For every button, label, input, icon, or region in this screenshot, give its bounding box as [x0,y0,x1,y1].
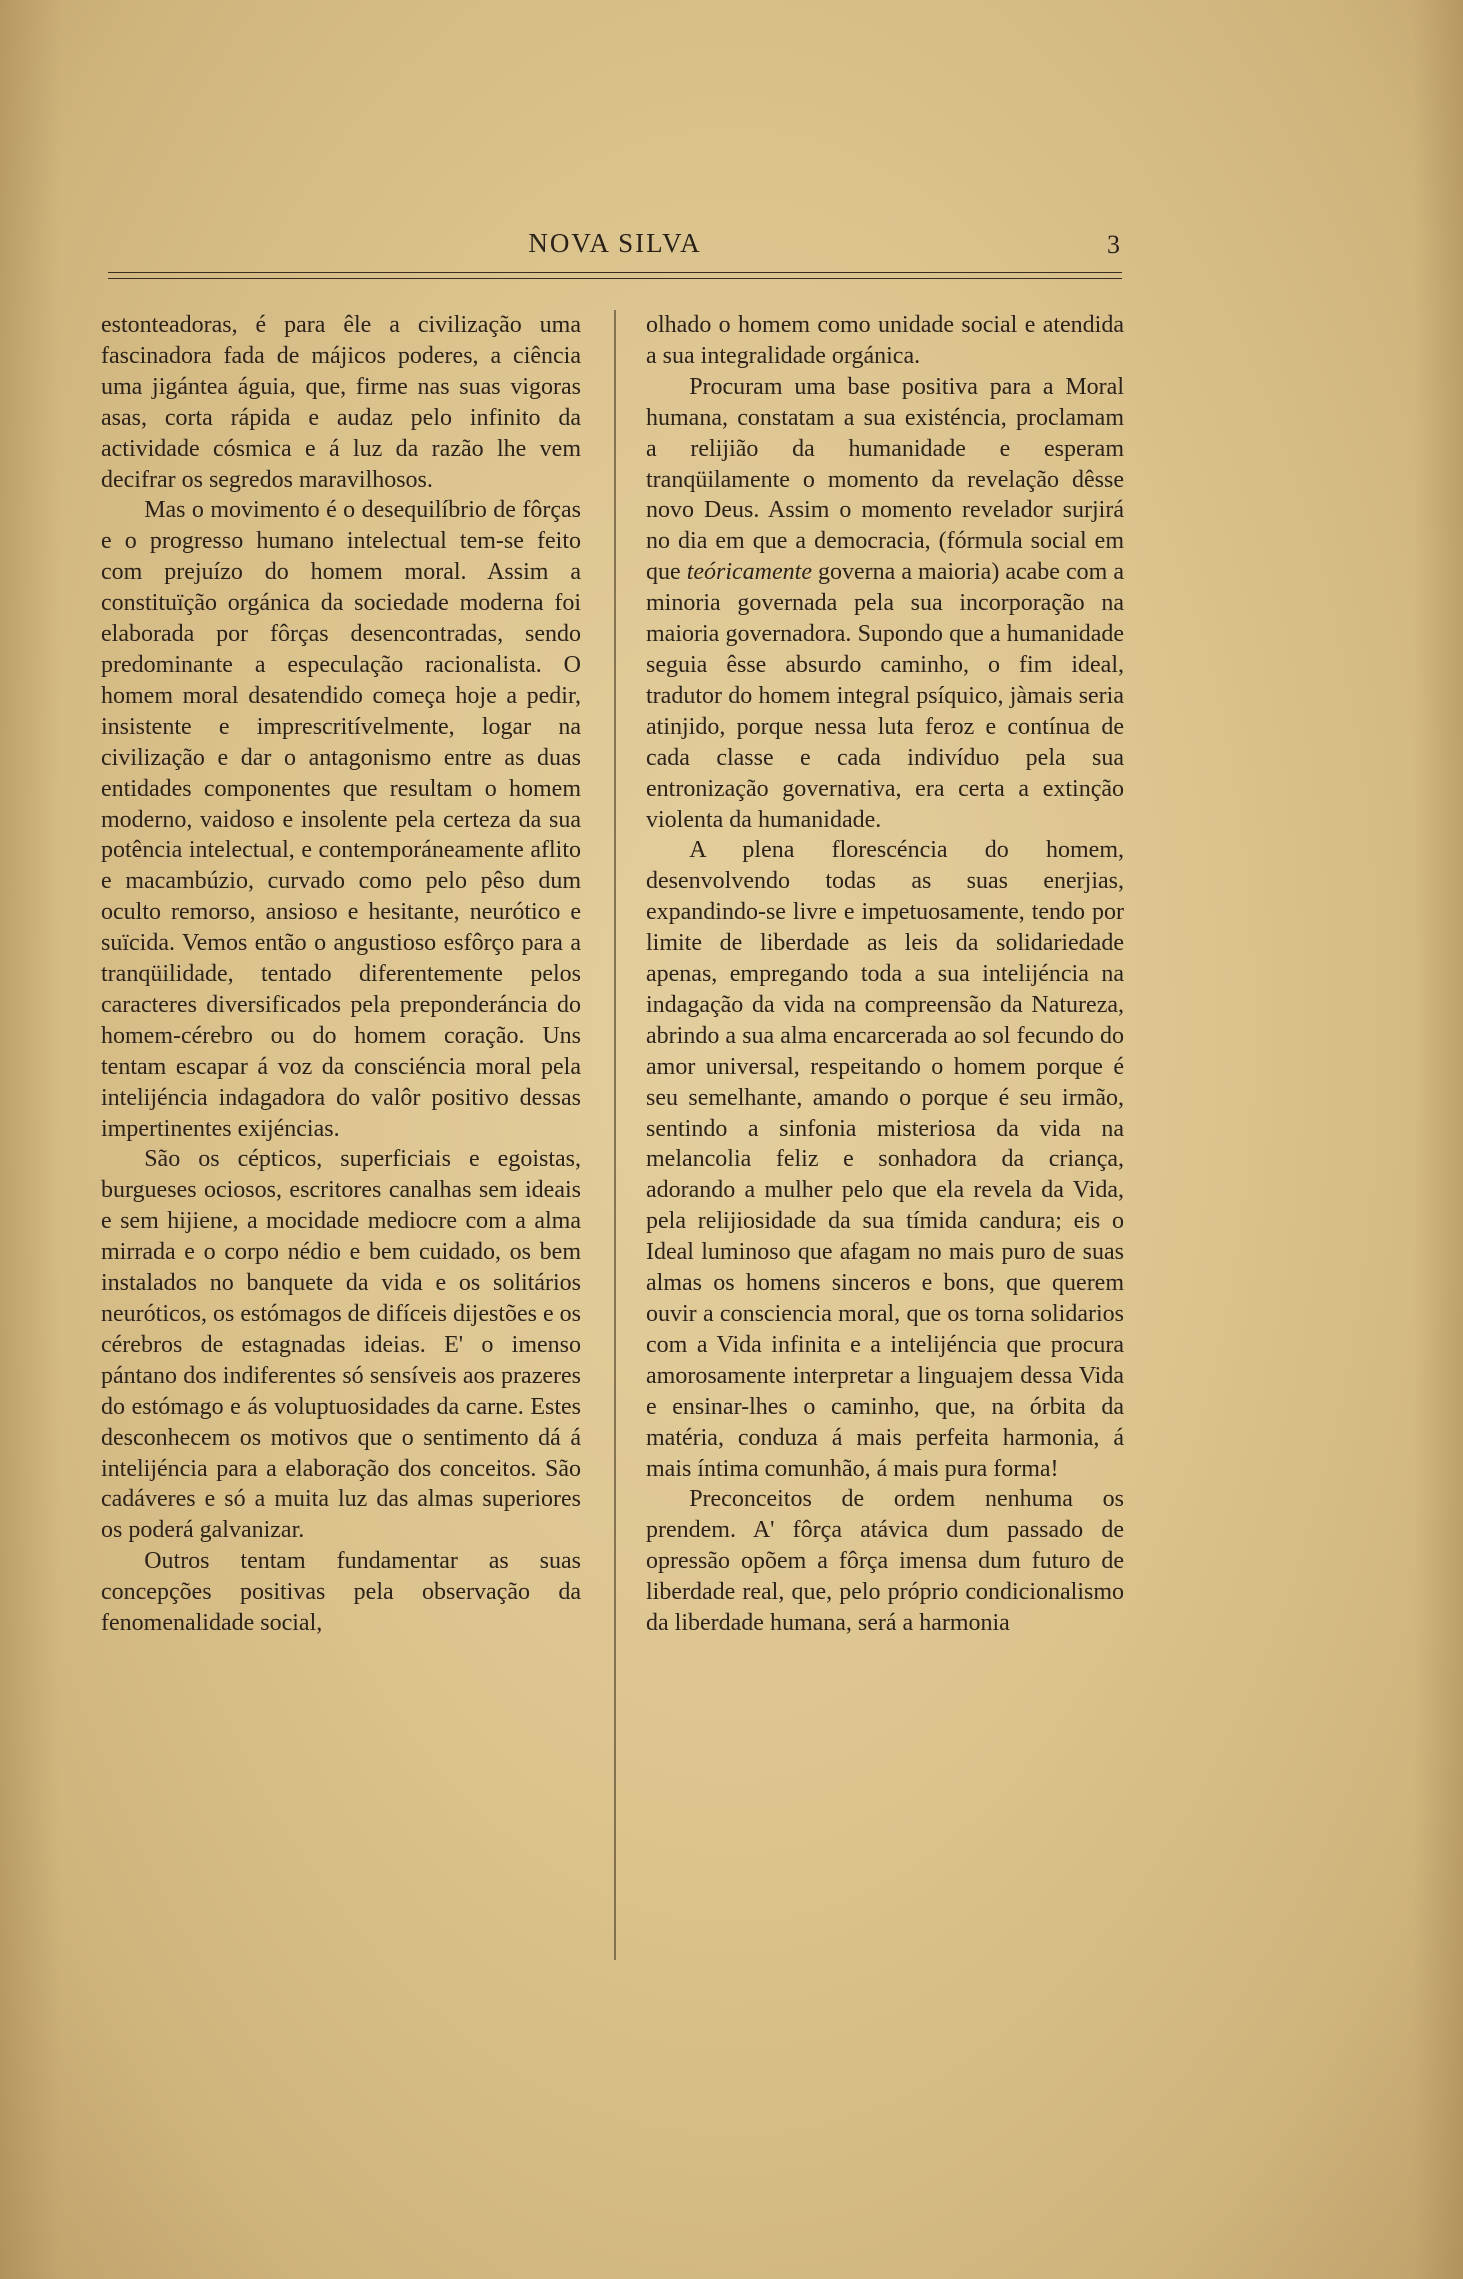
paragraph-text: Procuram uma base positiva para a Moral humana, constatam a sua existéncia, proclamam a relijião da humanidade e esperam tranqüilamente o momento da revelação dêsse novo Deus. Assim o momento revelador surjirá no dia em que a democracia, (fórmula social em que [646,373,1124,586]
right-column [646,310,1124,1639]
column-divider [614,310,616,1960]
paragraph: Preconceitos de ordem nenhuma os prendem. A' fôrça atávica dum passado de opressão opõem a fôrça imensa dum futuro de liberdade real, que, pelo próprio condicionalismo da liberdade humana, será a harmonia [646,1486,1124,1637]
page-number: 3 [1107,230,1120,259]
paragraph: olhado o homem como unidade social e atendida a sua integralidade orgánica. [646,312,1124,369]
publication-title: NOVA SILVA [528,228,702,258]
paragraph [646,372,1124,836]
paragraph: Outros tentam fundamentar as suas concepções positivas pela observação da fenomenalidade social, [101,1548,581,1637]
page-header [110,228,1120,268]
left-column [101,310,581,1639]
paragraph: São os cépticos, superficiais e egoistas, burgueses ociosos, escritores canalhas sem ideais e sem hijiene, a mocidade mediocre com a alma mirrada e o corpo nédio e bem cuidado, os bem instalados no banquete da vida e os solitários neuróticos, os estómagos de difíceis dijestões e os cérebros de estagnadas ideias. E' o imenso pántano dos indiferentes só sensíveis aos prazeres do estómago e ás voluptuosidades da carne. Estes desconhecem os motivos que o sentimento dá á intelijéncia para a elaboração dos conceitos. São cadáveres e só a muita luz das almas superiores os poderá galvanizar. [101,1146,581,1544]
header-double-rule [108,272,1122,279]
paragraph: A plena florescéncia do homem, desenvolvendo todas as suas enerjias, expandindo-se livre e impetuosamente, tendo por limite de liberdade as leis da solidariedade apenas, empregando toda a sua intelijéncia na indagação da vida na compreensão da Natureza, abrindo a sua alma encarcerada ao sol fecundo do amor universal, respeitando o homem porque é seu semelhante, amando o porque é seu irmão, sentindo a sinfonia misteriosa da vida na melancolia feliz e sonhadora da criança, adorando a mulher pelo que ela revela da Vida, pela relijiosidade da sua tímida candura; eis o Ideal luminoso que afagam no mais puro de suas almas os homens sinceros e bons, que querem ouvir a consciencia moral, que os torna solidarios com a Vida infinita e a intelijéncia que procura amorosamente interpretar a linguajem dessa Vida e ensinar-lhes o caminho, que, na órbita da matéria, conduza á mais perfeita harmonia, á mais íntima comunhão, á mais pura forma! [646,837,1124,1482]
paragraph-text: governa a maioria) acabe com a minoria governada pela sua incorporação na maioria governadora. Supondo que a humanidade seguia êsse absurdo caminho, o fim ideal, tradutor do homem integral psíquico, jàmais seria atinjido, porque nessa luta feroz e contínua de cada classe e cada indivíduo pela sua entronização governativa, era certa a extinção violenta da humanidade. [646,559,1124,833]
paragraph: Mas o movimento é o desequilíbrio de fôrças e o progresso humano intelectual tem-se feito com prejuízo do homem moral. Assim a constituïção orgánica da sociedade moderna foi elaborada por fôrças desencontradas, sendo predominante a especulação racionalista. O homem moral desatendido começa hoje a pedir, insistente e imprescritívelmente, logar na civilização e dar o antagonismo entre as duas entidades componentes que resultam o homem moderno, vaidoso e insolente pela certeza da sua potência intelectual, e contemporáneamente aflito e macambúzio, curvado como pelo pêso dum oculto remorso, ansioso e hesitante, neurótico e suïcida. Vemos então o angustioso esfôrço para a tranqüilidade, tentado diferentemente pelos caracteres diversificados pela preponderáncia do homem-cérebro ou do homem coração. Uns tentam escapar á voz da consciéncia moral pela intelijéncia indagadora do valôr positivo dessas impertinentes exijéncias. [101,497,581,1142]
italic-word: teóricamente [686,559,812,586]
paragraph: estonteadoras, é para êle a civilização uma fascinadora fada de májicos poderes, a ciência uma jigántea águia, que, firme nas suas vigoras asas, corta rápida e audaz pelo infinito da actividade cósmica e á luz da razão lhe vem decifrar os segredos maravilhosos. [101,312,581,493]
